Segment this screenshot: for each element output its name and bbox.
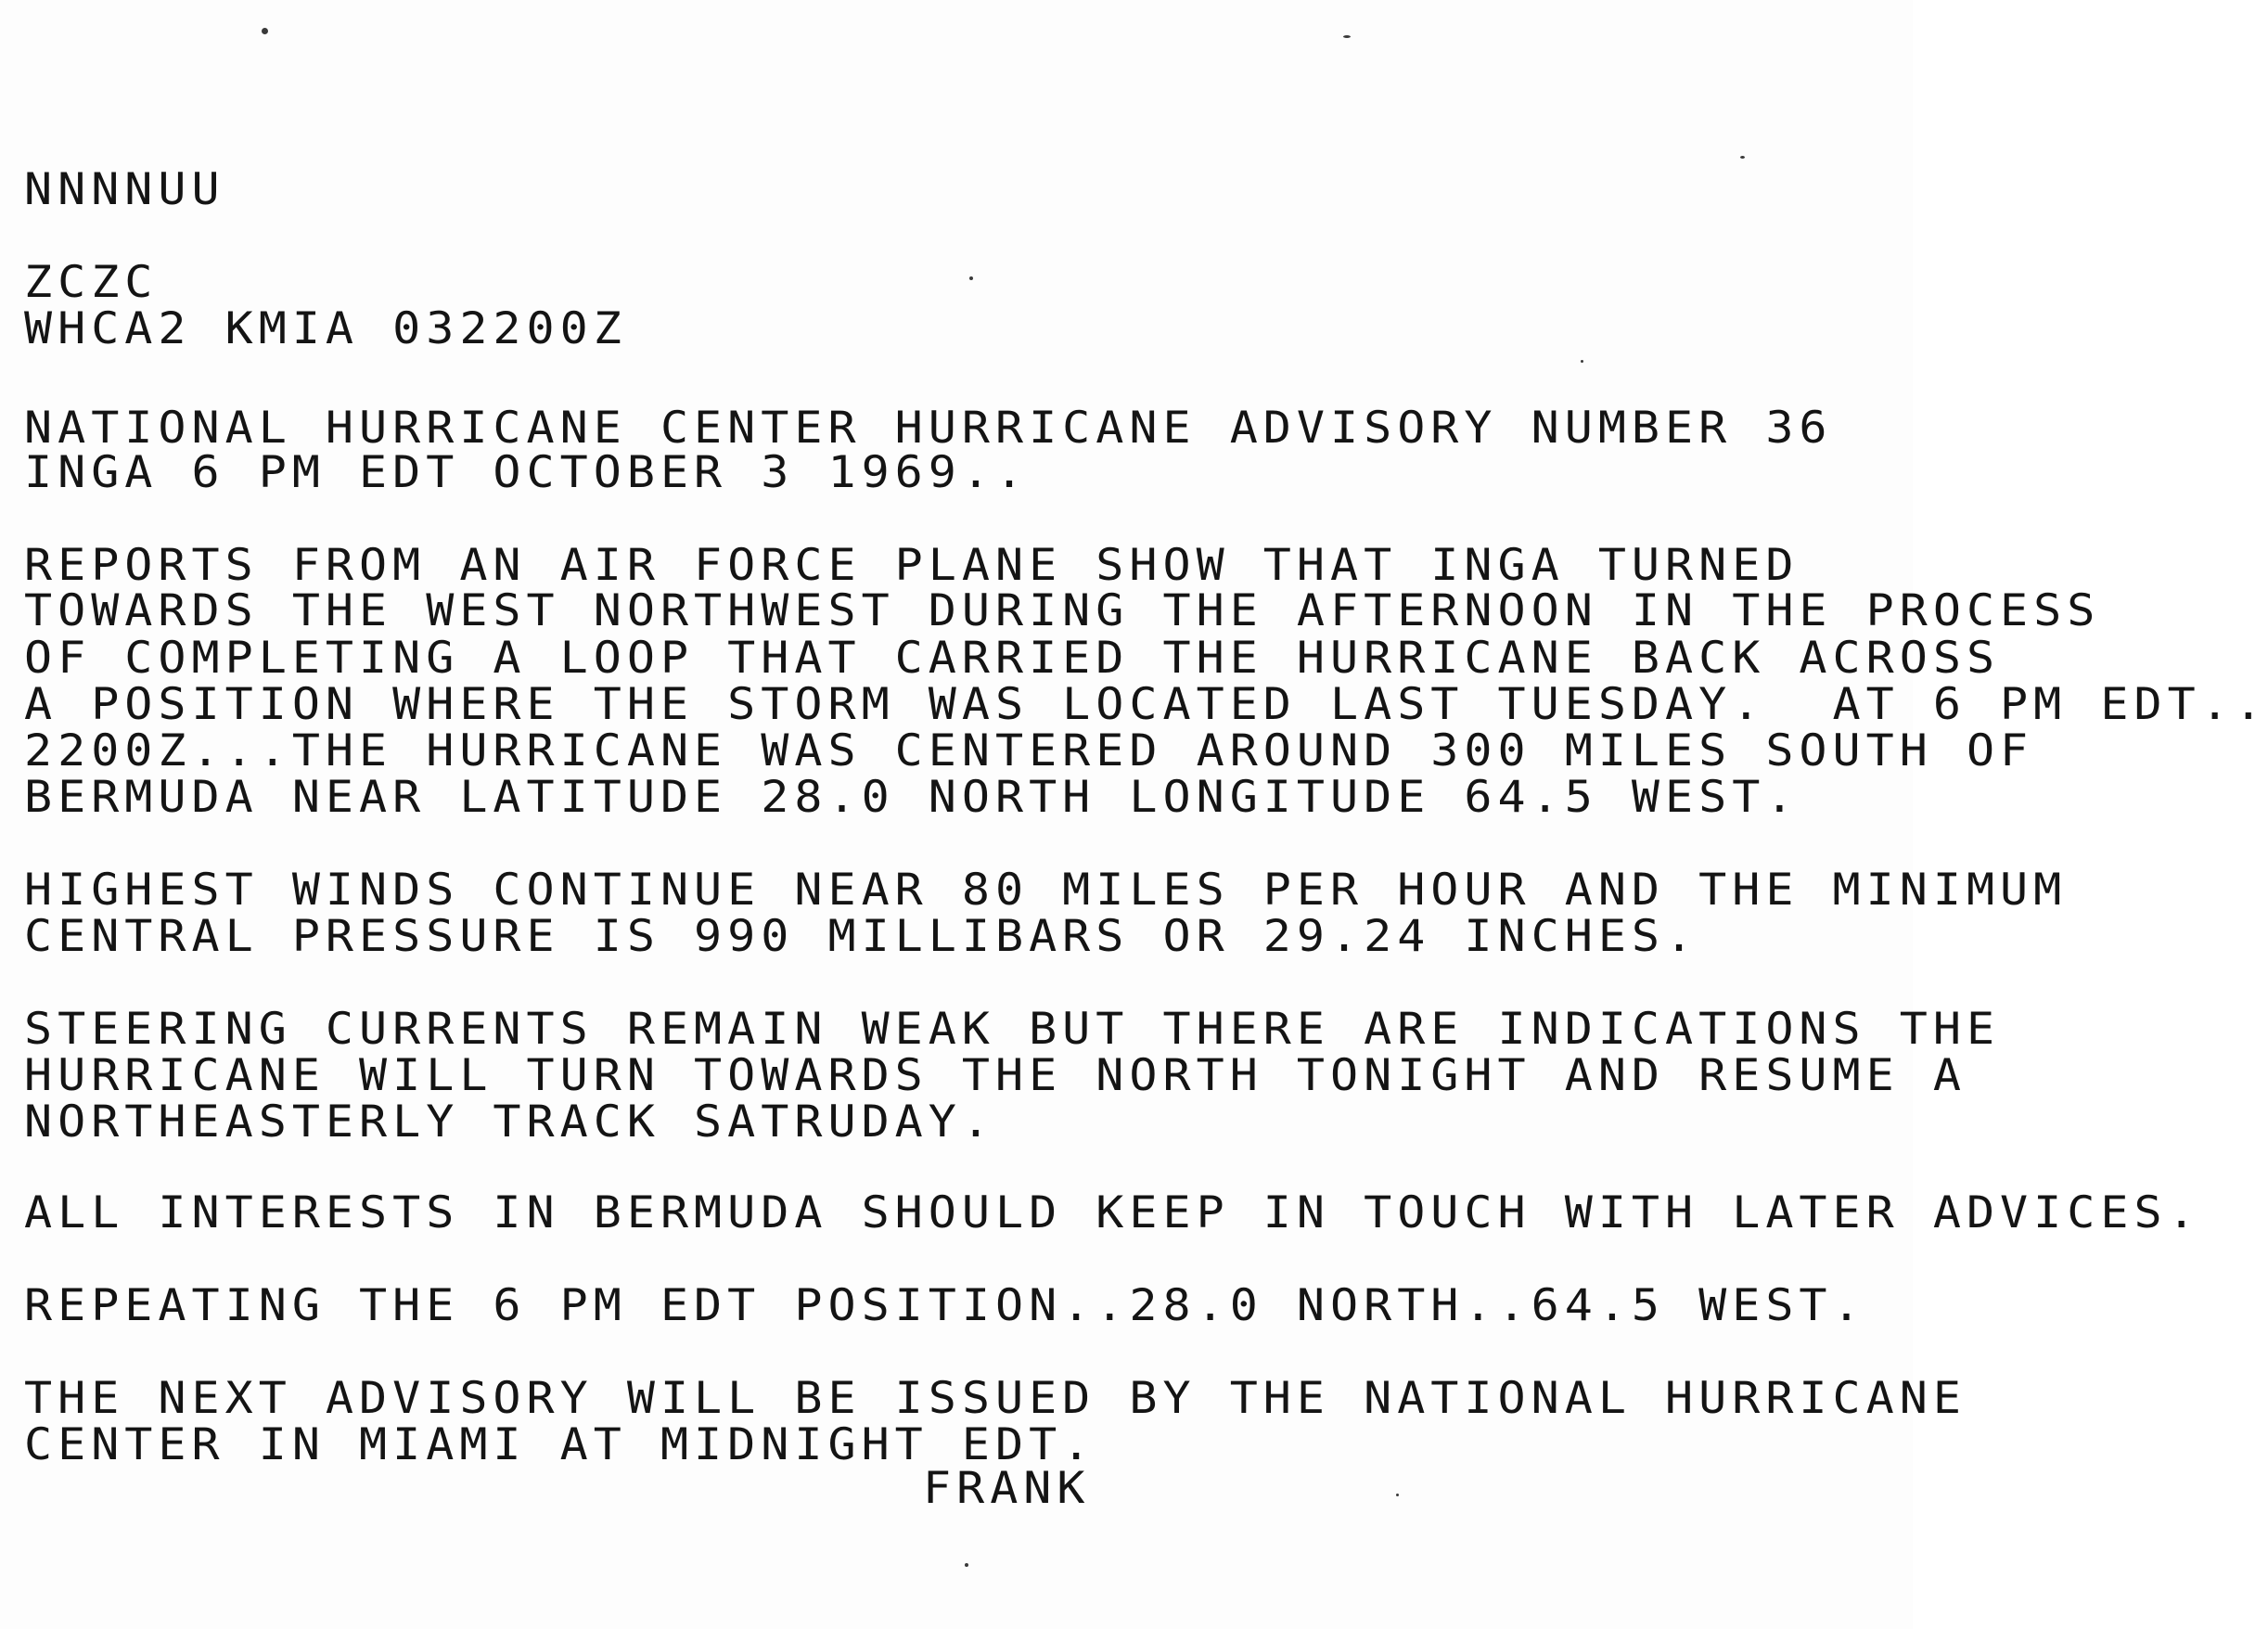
advisory-title-line-2: INGA 6 PM EDT OCTOBER 3 1969.. [24,446,1030,498]
speck [1343,35,1351,38]
signature: FRANK [923,1462,1091,1514]
speck [969,276,973,280]
paragraph-2-line: CENTRAL PRESSURE IS 990 MILLIBARS OR 29.24 INCHES. [24,910,1699,962]
header-line-2: ZCZC [24,256,159,308]
paragraph-5-line: REPEATING THE 6 PM EDT POSITION..28.0 NORTH..64.5 WEST. [24,1279,1866,1331]
speck [1581,360,1583,363]
speck [1396,1494,1399,1496]
header-line-1: NNNNUU [24,163,225,215]
paragraph-1-line: REPORTS FROM AN AIR FORCE PLANE SHOW THAT INGA TURNED [24,539,1800,591]
paragraph-3-line: HURRICANE WILL TURN TOWARDS THE NORTH TONIGHT AND RESUME A [24,1049,1967,1101]
paragraph-1-line: TOWARDS THE WEST NORTHWEST DURING THE AFTERNOON IN THE PROCESS [24,584,2101,636]
speck [1740,156,1745,159]
paragraph-1-line: 2200Z...THE HURRICANE WAS CENTERED AROUND 300 MILES SOUTH OF [24,725,2034,776]
header-line-3: WHCA2 KMIA 032200Z [24,302,627,354]
paragraph-4-line: ALL INTERESTS IN BERMUDA SHOULD KEEP IN TOUCH WITH LATER ADVICES. [24,1186,2201,1238]
paragraph-6-line: CENTER IN MIAMI AT MIDNIGHT EDT. [24,1418,1096,1470]
paragraph-1-line: OF COMPLETING A LOOP THAT CARRIED THE HURRICANE BACK ACROSS [24,632,2001,684]
advisory-title-line-1: NATIONAL HURRICANE CENTER HURRICANE ADVISORY NUMBER 36 [24,402,1833,454]
speck [262,28,268,34]
speck [965,1563,968,1567]
paragraph-1-line: A POSITION WHERE THE STORM WAS LOCATED LAST TUESDAY. AT 6 PM EDT.. [24,678,2268,730]
paragraph-1-line: BERMUDA NEAR LATITUDE 28.0 NORTH LONGITUDE 64.5 WEST. [24,771,1800,823]
paragraph-3-line: NORTHEASTERLY TRACK SATRUDAY. [24,1096,995,1148]
paragraph-2-line: HIGHEST WINDS CONTINUE NEAR 80 MILES PER HOUR AND THE MINIMUM [24,864,2068,916]
paragraph-3-line: STEERING CURRENTS REMAIN WEAK BUT THERE ARE INDICATIONS THE [24,1003,2001,1055]
paragraph-6-line: THE NEXT ADVISORY WILL BE ISSUED BY THE NATIONAL HURRICANE [24,1372,1967,1424]
